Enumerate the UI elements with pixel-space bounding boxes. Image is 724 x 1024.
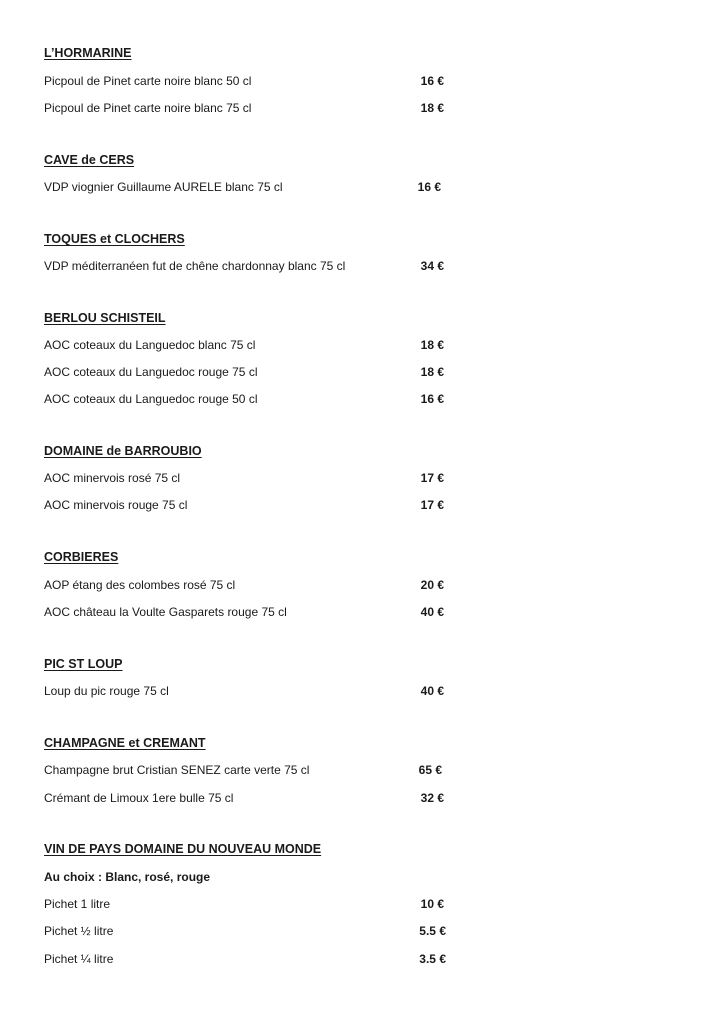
wine-item-name: AOC coteaux du Languedoc rouge 75 cl: [44, 365, 258, 379]
wine-item-price: 32 €: [420, 791, 444, 805]
wine-item-name: AOC coteaux du Languedoc rouge 50 cl: [44, 392, 258, 406]
section-title-domaine-de-barroubio: DOMAINE de BARROUBIO: [44, 444, 202, 458]
wine-item-price: 16 €: [420, 74, 444, 88]
wine-item-name: VDP viognier Guillaume AURELE blanc 75 cl: [44, 180, 283, 194]
wine-item-price: 5.5 €: [419, 924, 446, 938]
section-title-corbieres: CORBIERES: [44, 550, 119, 564]
wine-item-price: 18 €: [420, 101, 444, 115]
section-subtitle-au-choix: Au choix : Blanc, rosé, rouge: [44, 870, 211, 884]
wine-item-price: 10 €: [420, 897, 444, 911]
wine-item-price: 34 €: [420, 259, 444, 273]
section-title-berlou-schisteil: BERLOU SCHISTEIL: [44, 311, 166, 325]
wine-item-price: 40 €: [420, 605, 444, 619]
wine-item-price: 40 €: [420, 684, 444, 698]
section-title-toques-et-clochers: TOQUES et CLOCHERS: [44, 232, 185, 246]
wine-item-price: 65 €: [418, 763, 442, 777]
wine-item-name: Loup du pic rouge 75 cl: [44, 684, 169, 698]
wine-item-name: VDP méditerranéen fut de chêne chardonnay blanc 75 cl: [44, 259, 346, 273]
wine-item-name: Picpoul de Pinet carte noire blanc 50 cl: [44, 74, 252, 88]
section-title-vin-de-pays: VIN DE PAYS DOMAINE DU NOUVEAU MONDE: [44, 842, 322, 856]
wine-item-name: AOC minervois rosé 75 cl: [44, 471, 181, 485]
wine-item-name: Pichet ½ litre: [44, 924, 114, 938]
wine-item-name: AOP étang des colombes rosé 75 cl: [44, 578, 236, 592]
wine-item-name: AOC coteaux du Languedoc blanc 75 cl: [44, 338, 256, 352]
wine-item-price: 16 €: [417, 180, 441, 194]
wine-item-name: AOC minervois rouge 75 cl: [44, 498, 188, 512]
wine-item-price: 3.5 €: [419, 952, 446, 966]
wine-item-price: 17 €: [420, 498, 444, 512]
wine-item-name: AOC château la Voulte Gasparets rouge 75 cl: [44, 605, 287, 619]
wine-item-name: Pichet 1 litre: [44, 897, 111, 911]
section-title-lhormarine: L’HORMARINE: [44, 46, 132, 60]
wine-item-price: 16 €: [420, 392, 444, 406]
section-title-pic-st-loup: PIC ST LOUP: [44, 657, 123, 671]
wine-item-price: 18 €: [420, 338, 444, 352]
wine-item-price: 17 €: [420, 471, 444, 485]
section-title-cave-de-cers: CAVE de CERS: [44, 153, 135, 167]
wine-item-price: 20 €: [420, 578, 444, 592]
wine-item-name: Picpoul de Pinet carte noire blanc 75 cl: [44, 101, 252, 115]
section-title-champagne-et-cremant: CHAMPAGNE et CREMANT: [44, 736, 206, 750]
wine-item-name: Crémant de Limoux 1ere bulle 75 cl: [44, 791, 234, 805]
wine-item-name: Champagne brut Cristian SENEZ carte verte 75 cl: [44, 763, 310, 777]
wine-item-name: Pichet ¼ litre: [44, 952, 114, 966]
wine-item-price: 18 €: [420, 365, 444, 379]
